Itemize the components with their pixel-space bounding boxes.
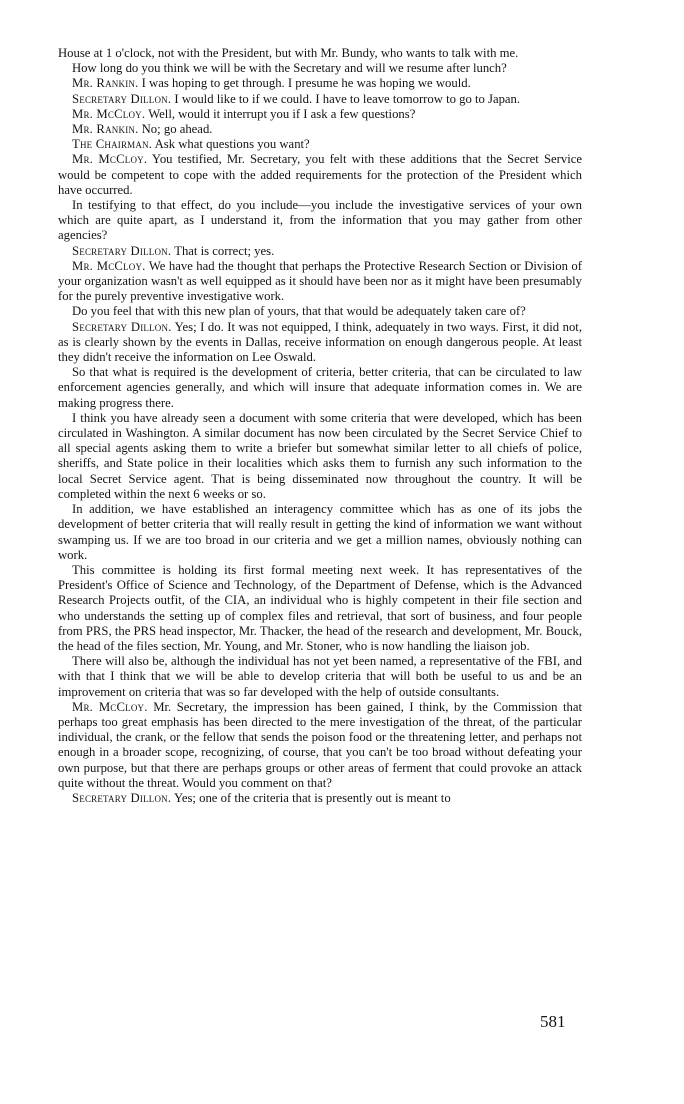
- paragraph-text: You testified, Mr. Secretary, you felt with these additions that the Secret Service would be competent to cope with the added requirements for the protection of the President which have occurred.: [58, 152, 582, 197]
- speaker-name: Mr. McCloy.: [72, 106, 146, 121]
- paragraph-text: I would like to if we could. I have to leave tomorrow to go to Japan.: [174, 91, 521, 106]
- paragraph-text: House at 1 o'clock, not with the President, but with Mr. Bundy, who wants to talk with me.: [58, 46, 519, 60]
- document-body: [58, 46, 582, 806]
- paragraph: [58, 365, 582, 411]
- paragraph-text: Mr. Secretary, the impression has been gained, I think, by the Commission that perhaps too great emphasis has been directed to the mere investigation of the threat, of the particular individual, the crank, or the fellow that sends the poison food or the threatening letter, and perhaps not enough in a broader scope, recognizing, of course, that you can't be too broad without defeating your own purpose, but that there are perhaps groups or other areas of ferment that could provoke an attack quite without the threat. Would you comment on that?: [58, 699, 583, 790]
- paragraph: [58, 137, 582, 152]
- speaker-name: Mr. McCloy.: [72, 258, 146, 273]
- speaker-name: Mr. McCloy.: [72, 152, 148, 167]
- speaker-name: Mr. Rankin.: [72, 122, 139, 137]
- paragraph-text: I was hoping to get through. I presume he was hoping we would.: [141, 76, 471, 91]
- speaker-name: Secretary Dillon.: [72, 243, 172, 258]
- paragraph-text: This committee is holding its first formal meeting next week. It has representatives of the President's Office of Science and Technology, of the Department of Defense, which is the Advanced Research Projects outfit, of the CIA, an individual who is highly competent in their file section and who understands the setting up of complex files and retrieval, that sort of business, and four people from PRS, the PRS head inspector, Mr. Thacker, the head of the research and development, Mr. Bouck, the head of the files section, Mr. Young, and Mr. Stoner, who is now handling the liaison job.: [58, 562, 582, 653]
- speaker-name: The Chairman.: [72, 137, 153, 152]
- paragraph-text: In testifying to that effect, do you include—you include the investigative services of your own which are quite apart, as I understand it, from the information that you may gather from other agencies?: [58, 198, 582, 243]
- paragraph-text: Yes; I do. It was not equipped, I think, adequately in two ways. First, it did not, as is clearly shown by the events in Dallas, receive information on enough dangerous people. At least they didn't receive the information on Lee Oswald.: [58, 319, 582, 365]
- paragraph: [58, 320, 582, 366]
- speaker-name: Secretary Dillon.: [72, 319, 172, 334]
- paragraph-text: We have had the thought that perhaps the Protective Research Section or Division of your organization wasn't as well equipped as it should have been nor as it might have been presumably for the purely preventive investigative work.: [58, 258, 582, 304]
- paragraph-text: Do you feel that with this new plan of yours, that that would be adequately taken care of?: [72, 304, 526, 319]
- paragraph: [58, 92, 582, 107]
- paragraph: [58, 107, 582, 122]
- page-number: 581: [540, 1012, 566, 1031]
- paragraph: [58, 259, 582, 305]
- paragraph: [58, 244, 582, 259]
- speaker-name: Mr. McCloy.: [72, 699, 148, 714]
- speaker-name: Secretary Dillon.: [72, 790, 172, 805]
- paragraph: [58, 198, 582, 244]
- paragraph: [58, 76, 582, 91]
- paragraph: [58, 700, 582, 791]
- paragraph-text: No; go ahead.: [141, 122, 213, 137]
- paragraph: [58, 122, 582, 137]
- paragraph: [58, 502, 582, 563]
- paragraph-text: So that what is required is the development of criteria, better criteria, that can be circulated to law enforcement agencies generally, and which will insure that adequate information comes in. We are making progress there.: [58, 365, 582, 410]
- paragraph-text: Ask what questions you want?: [154, 137, 310, 152]
- paragraph-text: There will also be, although the individual has not yet been named, a representative of the FBI, and with that I think that we will be able to develop criteria that will both be useful to us and be an improvement on criteria that was so far developed with the help of outside consultants.: [58, 654, 582, 699]
- paragraph-text: I think you have already seen a document with some criteria that were developed, which has been circulated in Washington. A similar document has now been circulated by the Secret Service Chief to all special agents asking them to write a briefer but somewhat similar letter to all chiefs of police, sheriffs, and State police in their localities which asks them to furnish any such information to the local Secret Service agent. That is being disseminated now throughout the country. It will be completed within the next 6 weeks or so.: [58, 410, 582, 501]
- paragraph: [58, 791, 582, 806]
- paragraph: [58, 563, 582, 654]
- paragraph: [58, 654, 582, 700]
- paragraph: [58, 61, 582, 76]
- speaker-name: Mr. Rankin.: [72, 76, 139, 91]
- paragraph: [58, 304, 582, 319]
- paragraph-text: That is correct; yes.: [174, 243, 275, 258]
- paragraph-text: Yes; one of the criteria that is presently out is meant to: [173, 790, 451, 805]
- paragraph-text: In addition, we have established an interagency committee which has as one of its jobs the development of better criteria that will really result in getting the kind of information we want without swamping us. If we are too broad in our criteria and we get a million names, obviously nothing can work.: [58, 502, 582, 562]
- paragraph: [58, 152, 582, 198]
- paragraph-text: Well, would it interrupt you if I ask a few questions?: [148, 106, 416, 121]
- paragraph-text: How long do you think we will be with the Secretary and will we resume after lunch?: [72, 61, 507, 76]
- paragraph: [58, 411, 582, 502]
- speaker-name: Secretary Dillon.: [72, 91, 172, 106]
- paragraph: [58, 46, 582, 61]
